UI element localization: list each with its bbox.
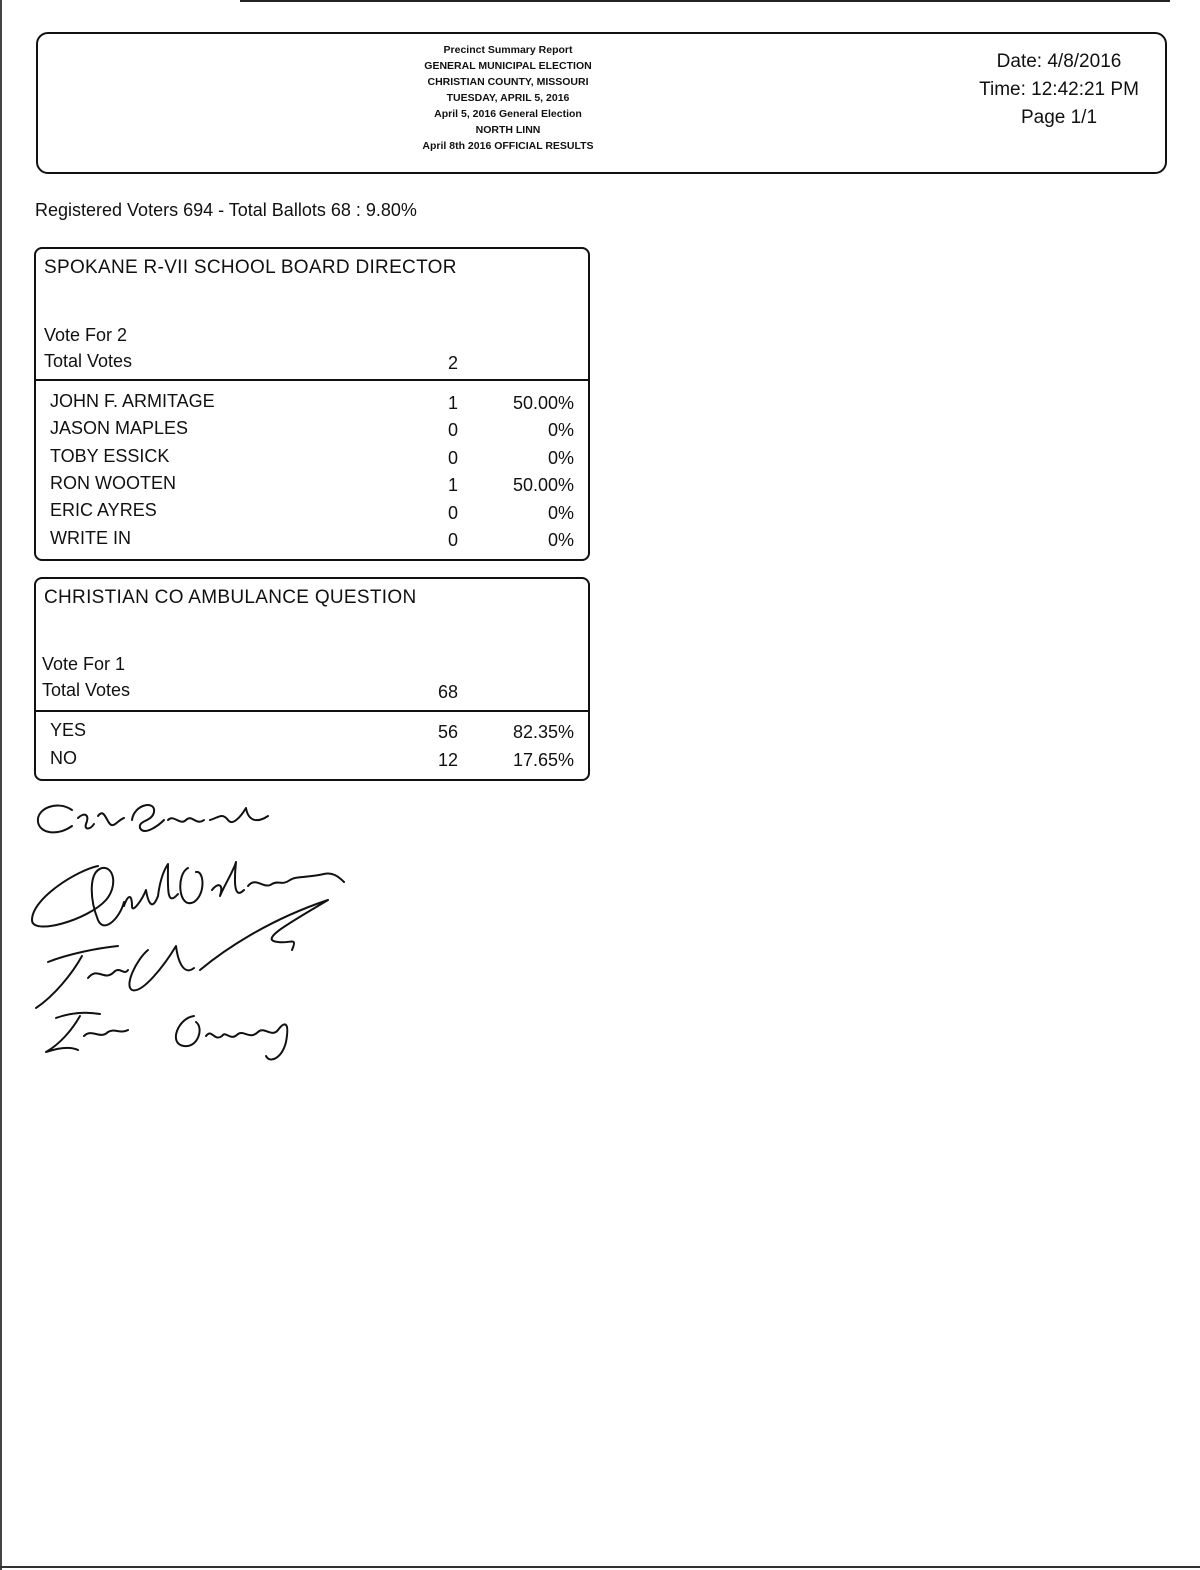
candidate-votes: 0 <box>447 448 458 468</box>
candidate-percent: 50.00% <box>512 393 574 413</box>
signature-1 <box>38 805 268 832</box>
choice-name: NO <box>50 748 77 768</box>
vote-for-label: Vote For 2 <box>44 325 128 345</box>
candidate-percent: 0% <box>547 503 574 523</box>
report-time: Time: 12:42:21 PM <box>979 79 1139 100</box>
signatures <box>28 790 358 1070</box>
choice-votes: 12 <box>437 750 458 770</box>
total-votes-label: Total Votes <box>44 351 133 371</box>
candidate-name: ERIC AYRES <box>50 500 157 520</box>
candidate-percent: 0% <box>547 448 574 468</box>
contest-title: CHRISTIAN CO AMBULANCE QUESTION <box>44 587 417 608</box>
candidate-percent: 0% <box>547 420 574 440</box>
registration-summary: Registered Voters 694 - Total Ballots 68 : 9.80% <box>35 200 417 220</box>
report-header <box>36 32 1167 174</box>
scan-edge-bottom <box>0 1566 1200 1568</box>
report-title-block <box>368 42 648 154</box>
report-meta <box>959 48 1159 132</box>
county-name: CHRISTIAN COUNTY, MISSOURI <box>427 76 589 88</box>
report-title: Precinct Summary Report <box>443 44 573 56</box>
total-votes-value: 68 <box>437 682 458 702</box>
candidate-votes: 1 <box>447 393 458 413</box>
contest-title: SPOKANE R-VII SCHOOL BOARD DIRECTOR <box>44 257 457 278</box>
candidate-name: JASON MAPLES <box>50 418 189 438</box>
contest-ambulance-question <box>34 577 590 781</box>
choice-percent: 82.35% <box>512 722 574 742</box>
candidate-percent: 50.00% <box>512 475 574 495</box>
election-date: TUESDAY, APRIL 5, 2016 <box>446 92 570 104</box>
report-date: Date: 4/8/2016 <box>996 51 1122 72</box>
total-votes-label: Total Votes <box>42 680 131 700</box>
divider <box>36 379 588 381</box>
signature-2 <box>32 862 344 927</box>
scan-edge-top <box>240 0 1170 2</box>
candidate-percent: 0% <box>547 530 574 550</box>
election-label: April 5, 2016 General Election <box>434 108 582 120</box>
choice-name: YES <box>50 720 87 740</box>
election-name: GENERAL MUNICIPAL ELECTION <box>424 60 592 72</box>
precinct-name: NORTH LINN <box>475 124 541 136</box>
candidate-name: JOHN F. ARMITAGE <box>50 391 215 411</box>
candidate-name: TOBY ESSICK <box>50 446 170 466</box>
candidate-votes: 0 <box>447 530 458 550</box>
candidate-votes: 0 <box>447 503 458 523</box>
candidate-votes: 0 <box>447 420 458 440</box>
total-votes-value: 2 <box>447 353 458 373</box>
choice-votes: 56 <box>437 722 458 742</box>
results-status: April 8th 2016 OFFICIAL RESULTS <box>422 140 594 152</box>
candidate-votes: 1 <box>447 475 458 495</box>
divider <box>36 710 588 712</box>
contest-school-board <box>34 247 590 561</box>
page-number: Page 1/1 <box>1020 107 1098 128</box>
choice-percent: 17.65% <box>512 750 574 770</box>
scan-edge-left <box>0 0 2 1570</box>
vote-for-label: Vote For 1 <box>42 654 126 674</box>
candidate-name: RON WOOTEN <box>50 473 176 493</box>
candidate-name: WRITE IN <box>50 528 131 548</box>
signature-4 <box>46 1013 287 1060</box>
